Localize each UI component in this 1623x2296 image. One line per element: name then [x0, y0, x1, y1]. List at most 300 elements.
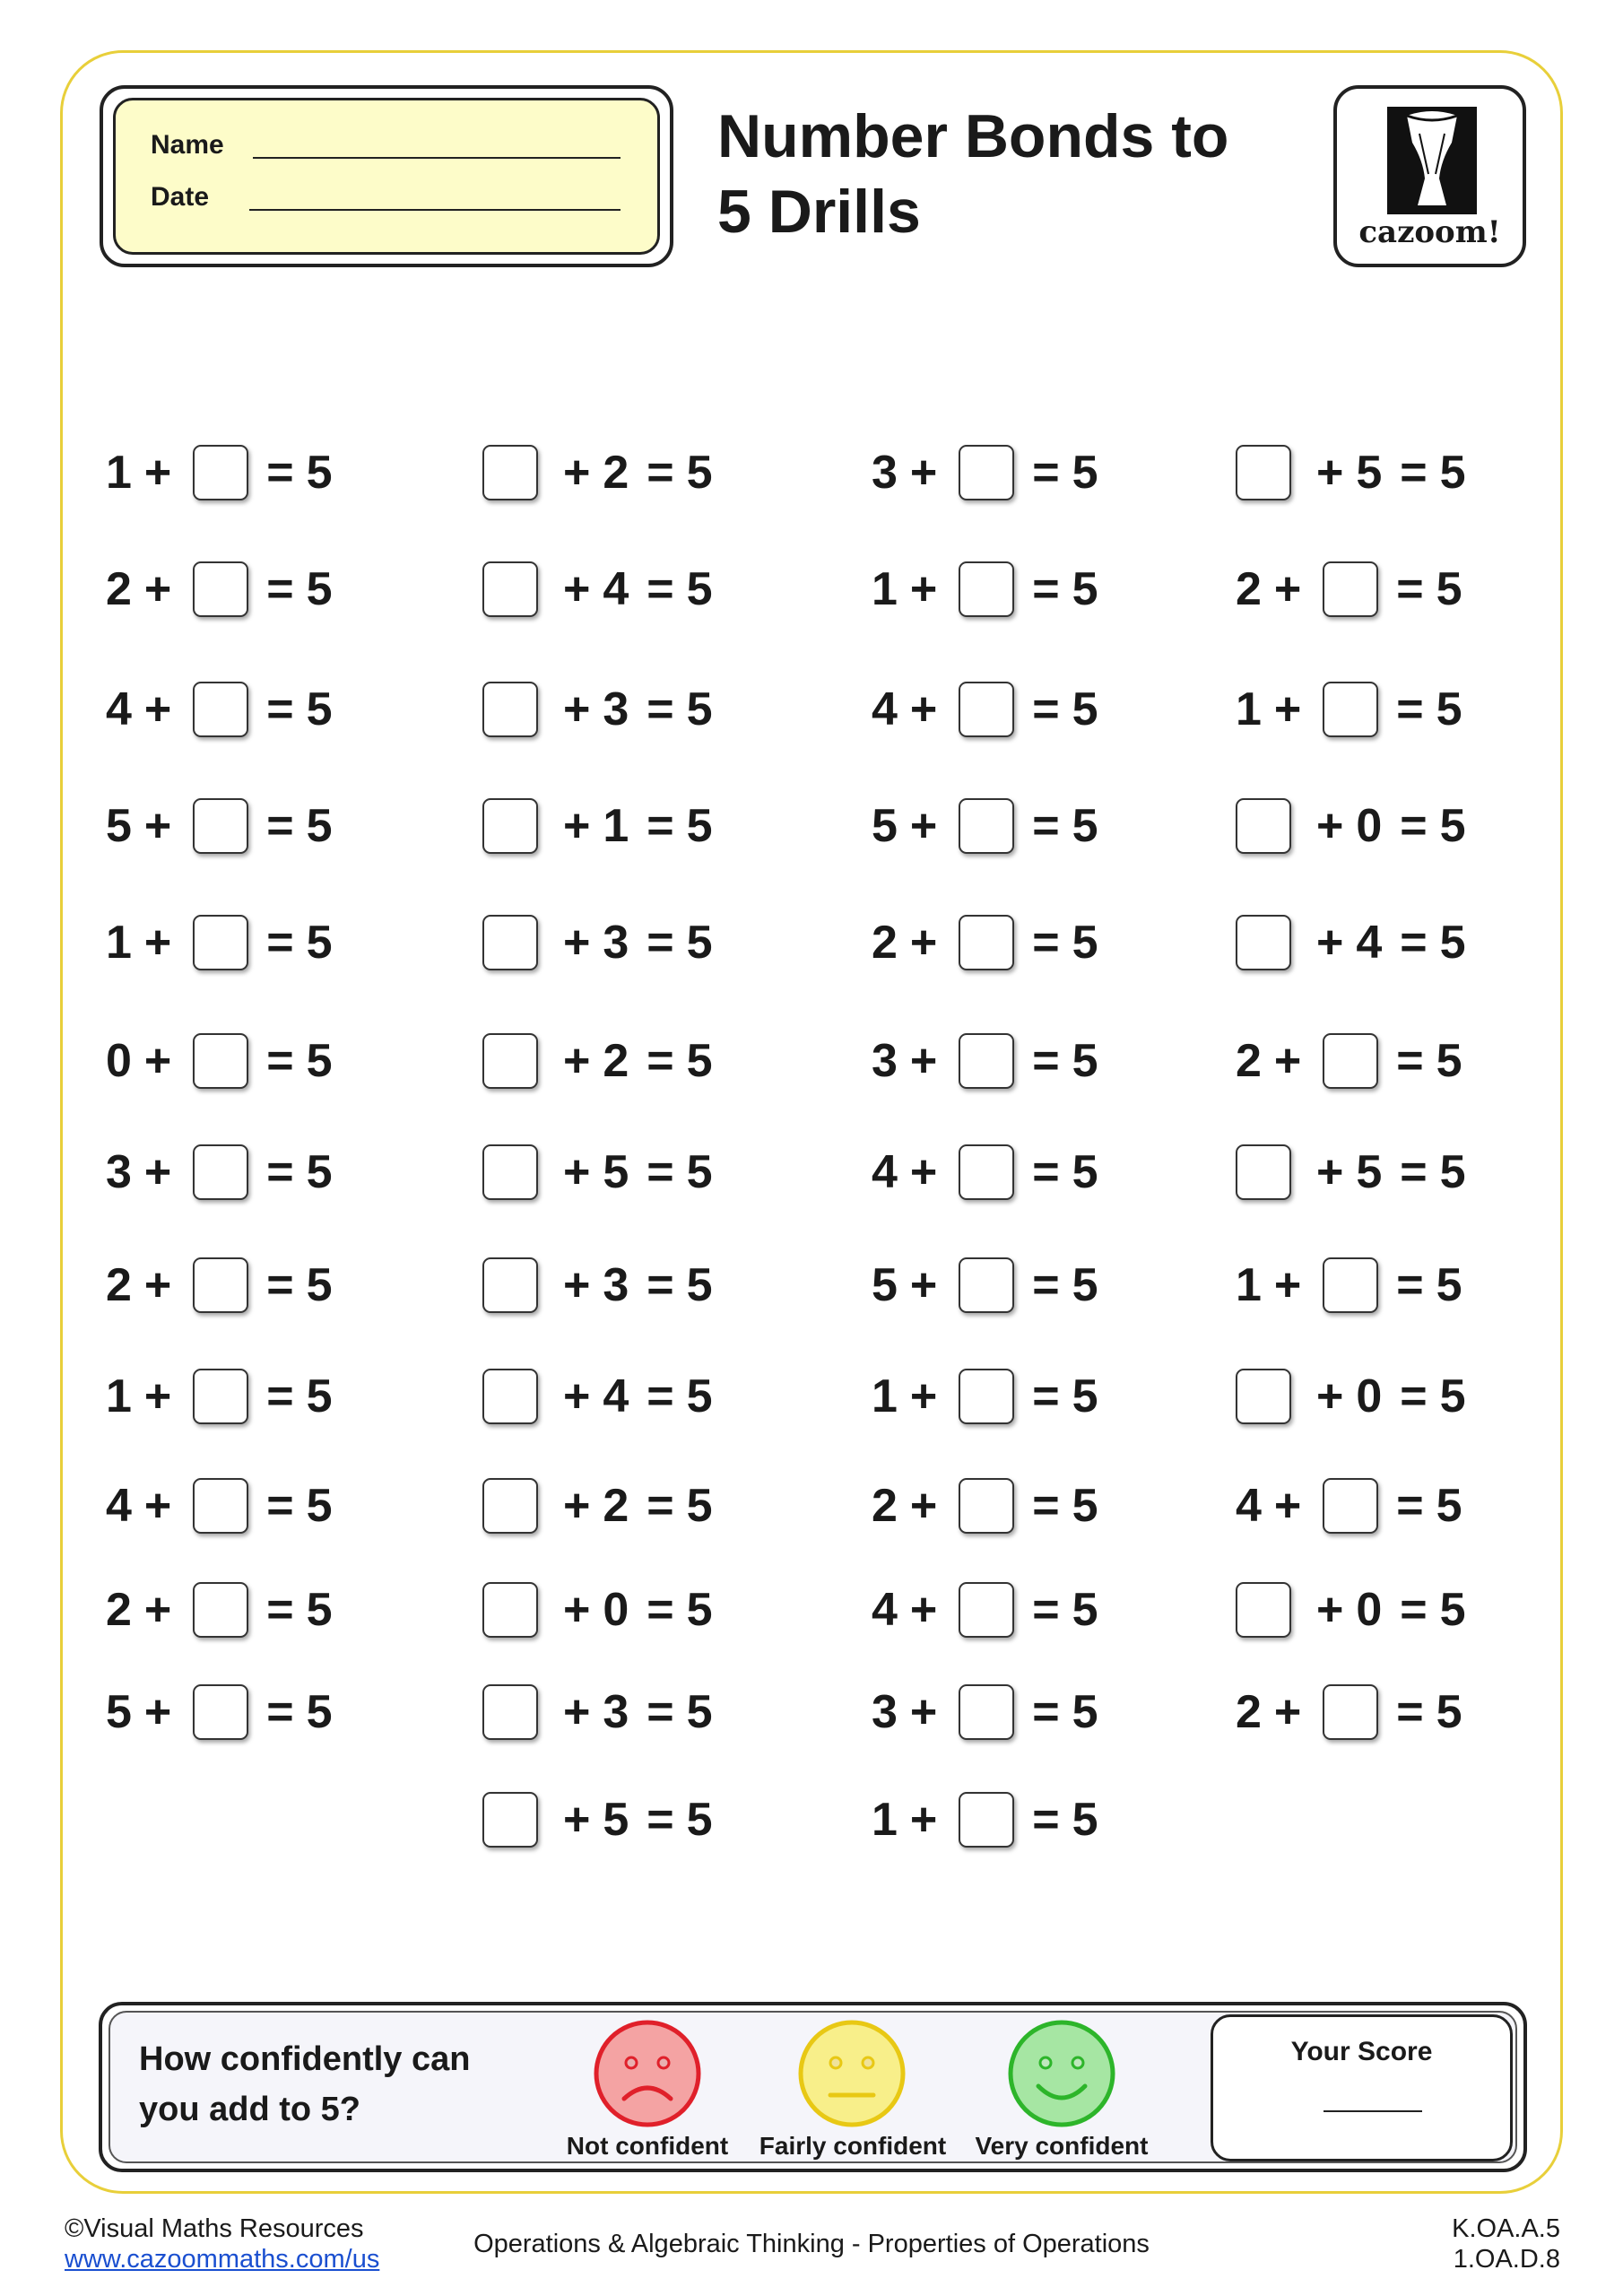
answer-box[interactable]	[959, 1257, 1014, 1313]
result-number: 5	[1072, 563, 1098, 615]
answer-box[interactable]	[482, 1684, 538, 1740]
result-number: 5	[686, 917, 713, 969]
result-number: 5	[686, 1480, 713, 1532]
result-number: 5	[1072, 1584, 1098, 1636]
problem-row	[106, 911, 333, 974]
problem-row	[872, 678, 1098, 741]
problem-row	[482, 911, 713, 974]
problem-row	[1236, 678, 1462, 741]
answer-box[interactable]	[1323, 1257, 1378, 1313]
problem-row	[1236, 911, 1466, 974]
result-number: 5	[1439, 447, 1466, 499]
website-link[interactable]: www.cazoommaths.com/us	[65, 2245, 380, 2274]
plus-sign: +	[909, 1686, 938, 1738]
result-number: 5	[306, 683, 333, 735]
equals-sign: =	[1032, 1146, 1060, 1198]
result-number: 5	[1072, 447, 1098, 499]
answer-box[interactable]	[193, 915, 248, 970]
equals-sign: =	[266, 683, 294, 735]
standard-code-1: K.OA.A.5	[1452, 2214, 1560, 2243]
equals-sign: =	[647, 800, 674, 852]
equals-sign: =	[266, 1480, 294, 1532]
neutral-face-icon[interactable]	[796, 2018, 907, 2129]
answer-box[interactable]	[482, 682, 538, 737]
addend-number: 4	[872, 1584, 898, 1636]
djembe-drum-icon	[1387, 107, 1477, 214]
answer-box[interactable]	[1236, 1144, 1291, 1200]
result-number: 5	[306, 1480, 333, 1532]
equals-sign: =	[266, 1259, 294, 1311]
problem-row	[872, 558, 1098, 621]
answer-box[interactable]	[193, 1684, 248, 1740]
result-number: 5	[306, 1584, 333, 1636]
equals-sign: =	[1400, 917, 1428, 969]
addend-number: 2	[106, 1259, 132, 1311]
addend-number: 5	[106, 800, 132, 852]
equals-sign: =	[647, 683, 674, 735]
answer-box[interactable]	[482, 915, 538, 970]
problem-row	[872, 1681, 1098, 1744]
problem-row	[872, 1365, 1098, 1428]
plus-sign: +	[563, 1686, 591, 1738]
addend-number: 3	[603, 1259, 629, 1311]
addend-number: 2	[106, 563, 132, 615]
equals-sign: =	[1400, 1370, 1428, 1422]
equals-sign: =	[1032, 1584, 1060, 1636]
answer-box[interactable]	[1323, 1684, 1378, 1740]
equals-sign: =	[1032, 917, 1060, 969]
title-line-2: 5 Drills	[717, 178, 921, 246]
addend-number: 1	[872, 1370, 898, 1422]
plus-sign: +	[1316, 1584, 1344, 1636]
answer-box[interactable]	[959, 1582, 1014, 1638]
problem-row	[106, 1030, 333, 1092]
result-number: 5	[1072, 917, 1098, 969]
addend-number: 1	[106, 447, 132, 499]
equals-sign: =	[1396, 683, 1424, 735]
addend-number: 3	[603, 683, 629, 735]
standard-code-2: 1.OA.D.8	[1453, 2245, 1560, 2274]
result-number: 5	[686, 563, 713, 615]
equals-sign: =	[1032, 800, 1060, 852]
result-number: 5	[1072, 800, 1098, 852]
plus-sign: +	[143, 1035, 172, 1087]
result-number: 5	[306, 1686, 333, 1738]
answer-box[interactable]	[1323, 561, 1378, 617]
plus-sign: +	[563, 917, 591, 969]
equals-sign: =	[266, 1370, 294, 1422]
addend-number: 5	[603, 1146, 629, 1198]
plus-sign: +	[909, 1584, 938, 1636]
result-number: 5	[1072, 1370, 1098, 1422]
answer-box[interactable]	[959, 1144, 1014, 1200]
plus-sign: +	[909, 1480, 938, 1532]
plus-sign: +	[563, 1259, 591, 1311]
equals-sign: =	[1400, 447, 1428, 499]
plus-sign: +	[909, 1146, 938, 1198]
equals-sign: =	[647, 447, 674, 499]
confidence-question-line-2: you add to 5?	[139, 2091, 360, 2128]
result-number: 5	[686, 447, 713, 499]
plus-sign: +	[563, 1794, 591, 1846]
equals-sign: =	[266, 1686, 294, 1738]
plus-sign: +	[909, 1370, 938, 1422]
footer-standards	[1452, 2213, 1560, 2274]
problem-row	[872, 441, 1098, 504]
problem-row	[106, 1578, 333, 1641]
problem-row	[106, 1254, 333, 1317]
addend-number: 4	[603, 563, 629, 615]
answer-box[interactable]	[482, 445, 538, 500]
result-number: 5	[306, 1370, 333, 1422]
result-number: 5	[306, 447, 333, 499]
addend-number: 3	[872, 1035, 898, 1087]
addend-number: 2	[106, 1584, 132, 1636]
confidence-question-line-1: How confidently can	[139, 2040, 471, 2078]
equals-sign: =	[1400, 800, 1428, 852]
equals-sign: =	[1400, 1584, 1428, 1636]
answer-box[interactable]	[482, 1478, 538, 1534]
plus-sign: +	[1273, 563, 1302, 615]
equals-sign: =	[266, 1584, 294, 1636]
happy-face-icon[interactable]	[1006, 2018, 1117, 2129]
addend-number: 5	[603, 1794, 629, 1846]
answer-box[interactable]	[193, 1257, 248, 1313]
answer-box[interactable]	[193, 798, 248, 854]
addend-number: 4	[872, 683, 898, 735]
name-field[interactable]	[253, 157, 621, 159]
equals-sign: =	[647, 1480, 674, 1532]
equals-sign: =	[1396, 1259, 1424, 1311]
addend-number: 5	[106, 1686, 132, 1738]
plus-sign: +	[563, 1480, 591, 1532]
plus-sign: +	[143, 1370, 172, 1422]
plus-sign: +	[143, 1259, 172, 1311]
equals-sign: =	[647, 563, 674, 615]
answer-box[interactable]	[193, 682, 248, 737]
answer-box[interactable]	[1236, 798, 1291, 854]
plus-sign: +	[563, 1146, 591, 1198]
result-number: 5	[1436, 1686, 1462, 1738]
addend-number: 1	[872, 1794, 898, 1846]
result-number: 5	[306, 800, 333, 852]
addend-number: 4	[106, 1480, 132, 1532]
answer-box[interactable]	[1323, 682, 1378, 737]
plus-sign: +	[1273, 1035, 1302, 1087]
date-field[interactable]	[249, 209, 621, 211]
equals-sign: =	[647, 1259, 674, 1311]
answer-box[interactable]	[959, 561, 1014, 617]
plus-sign: +	[143, 800, 172, 852]
plus-sign: +	[563, 1035, 591, 1087]
answer-box[interactable]	[959, 1033, 1014, 1089]
plus-sign: +	[143, 683, 172, 735]
result-number: 5	[1072, 1146, 1098, 1198]
plus-sign: +	[1316, 800, 1344, 852]
result-number: 5	[1436, 1480, 1462, 1532]
equals-sign: =	[1400, 1146, 1428, 1198]
problem-row	[106, 678, 333, 741]
answer-box[interactable]	[482, 1144, 538, 1200]
problem-row	[482, 1788, 713, 1851]
plus-sign: +	[563, 683, 591, 735]
addend-number: 2	[872, 917, 898, 969]
addend-number: 0	[1356, 1370, 1383, 1422]
problem-row	[872, 1030, 1098, 1092]
plus-sign: +	[563, 1370, 591, 1422]
answer-box[interactable]	[193, 1369, 248, 1424]
problem-row	[482, 441, 713, 504]
problem-row	[482, 1365, 713, 1428]
answer-box[interactable]	[959, 798, 1014, 854]
answer-box[interactable]	[193, 561, 248, 617]
result-number: 5	[686, 1686, 713, 1738]
addend-number: 1	[1236, 1259, 1262, 1311]
answer-box[interactable]	[1323, 1033, 1378, 1089]
problem-row	[1236, 795, 1466, 857]
equals-sign: =	[1032, 1259, 1060, 1311]
problem-row	[872, 795, 1098, 857]
logo-text: cazoom!	[1358, 214, 1501, 250]
plus-sign: +	[1316, 1370, 1344, 1422]
equals-sign: =	[1032, 1370, 1060, 1422]
result-number: 5	[1436, 683, 1462, 735]
problem-row	[106, 1365, 333, 1428]
problem-row	[1236, 1254, 1462, 1317]
result-number: 5	[306, 1259, 333, 1311]
plus-sign: +	[909, 800, 938, 852]
plus-sign: +	[909, 447, 938, 499]
result-number: 5	[686, 683, 713, 735]
result-number: 5	[306, 1146, 333, 1198]
answer-box[interactable]	[193, 1582, 248, 1638]
problem-row	[1236, 1030, 1462, 1092]
result-number: 5	[306, 917, 333, 969]
result-number: 5	[1439, 1370, 1466, 1422]
problem-row	[1236, 1365, 1466, 1428]
confidence-question	[139, 2034, 534, 2135]
plus-sign: +	[1273, 1480, 1302, 1532]
answer-box[interactable]	[959, 682, 1014, 737]
problem-row	[1236, 1474, 1462, 1537]
addend-number: 5	[1356, 1146, 1383, 1198]
result-number: 5	[686, 1370, 713, 1422]
equals-sign: =	[1032, 683, 1060, 735]
plus-sign: +	[143, 1146, 172, 1198]
equals-sign: =	[647, 1035, 674, 1087]
plus-sign: +	[143, 563, 172, 615]
equals-sign: =	[1032, 563, 1060, 615]
result-number: 5	[1439, 800, 1466, 852]
addend-number: 4	[872, 1146, 898, 1198]
problem-row	[1236, 1141, 1466, 1204]
name-date-box-inner	[113, 98, 660, 255]
addend-number: 0	[1356, 1584, 1383, 1636]
answer-box[interactable]	[482, 1369, 538, 1424]
problem-row	[1236, 441, 1466, 504]
problem-row	[482, 1254, 713, 1317]
addend-number: 1	[106, 917, 132, 969]
problem-row	[106, 1141, 333, 1204]
answer-box[interactable]	[1236, 1369, 1291, 1424]
equals-sign: =	[1032, 447, 1060, 499]
equals-sign: =	[266, 800, 294, 852]
answer-box[interactable]	[193, 1478, 248, 1534]
answer-box[interactable]	[959, 445, 1014, 500]
sad-face-icon[interactable]	[592, 2018, 703, 2129]
plus-sign: +	[909, 917, 938, 969]
problem-row	[1236, 1681, 1462, 1744]
equals-sign: =	[1032, 1035, 1060, 1087]
answer-box[interactable]	[482, 1257, 538, 1313]
problem-row	[482, 1681, 713, 1744]
plus-sign: +	[143, 1480, 172, 1532]
addend-number: 1	[603, 800, 629, 852]
equals-sign: =	[266, 563, 294, 615]
equals-sign: =	[1396, 1686, 1424, 1738]
date-label: Date	[151, 182, 210, 212]
name-label: Name	[151, 130, 224, 160]
addend-number: 3	[603, 917, 629, 969]
equals-sign: =	[266, 1146, 294, 1198]
addend-number: 4	[603, 1370, 629, 1422]
problem-row	[482, 1578, 713, 1641]
problem-row	[872, 1788, 1098, 1851]
equals-sign: =	[647, 1146, 674, 1198]
answer-box[interactable]	[1236, 445, 1291, 500]
equals-sign: =	[647, 1686, 674, 1738]
plus-sign: +	[909, 1259, 938, 1311]
answer-box[interactable]	[193, 1144, 248, 1200]
very-confident-label: Very confident	[975, 2132, 1149, 2160]
problem-row	[872, 911, 1098, 974]
result-number: 5	[1072, 1035, 1098, 1087]
fairly-confident-label: Fairly confident	[759, 2132, 947, 2160]
plus-sign: +	[143, 447, 172, 499]
addend-number: 1	[872, 563, 898, 615]
addend-number: 3	[872, 1686, 898, 1738]
problem-row	[106, 795, 333, 857]
cazoom-logo	[1333, 85, 1526, 267]
topic-text: Operations & Algebraic Thinking - Properties of Operations	[473, 2230, 1150, 2258]
addend-number: 4	[1236, 1480, 1262, 1532]
answer-box[interactable]	[1236, 1582, 1291, 1638]
addend-number: 0	[603, 1584, 629, 1636]
answer-box[interactable]	[959, 1684, 1014, 1740]
plus-sign: +	[909, 1794, 938, 1846]
problem-row	[482, 678, 713, 741]
addend-number: 4	[1356, 917, 1383, 969]
result-number: 5	[1436, 563, 1462, 615]
answer-box[interactable]	[959, 1478, 1014, 1534]
score-title: Your Score	[1290, 2037, 1433, 2066]
plus-sign: +	[563, 563, 591, 615]
answer-box[interactable]	[482, 1582, 538, 1638]
addend-number: 5	[872, 1259, 898, 1311]
score-field[interactable]	[1324, 2110, 1422, 2112]
addend-number: 2	[1236, 1686, 1262, 1738]
equals-sign: =	[647, 917, 674, 969]
plus-sign: +	[909, 1035, 938, 1087]
answer-box[interactable]	[482, 798, 538, 854]
score-box	[1211, 2014, 1513, 2161]
result-number: 5	[1439, 1146, 1466, 1198]
answer-box[interactable]	[1236, 915, 1291, 970]
result-number: 5	[1072, 1259, 1098, 1311]
result-number: 5	[1439, 917, 1466, 969]
answer-box[interactable]	[482, 1033, 538, 1089]
equals-sign: =	[647, 1584, 674, 1636]
answer-box[interactable]	[1323, 1478, 1378, 1534]
equals-sign: =	[1396, 1480, 1424, 1532]
result-number: 5	[1436, 1259, 1462, 1311]
problem-row	[872, 1141, 1098, 1204]
addend-number: 3	[603, 1686, 629, 1738]
answer-box[interactable]	[959, 915, 1014, 970]
result-number: 5	[1439, 1584, 1466, 1636]
problem-row	[106, 1681, 333, 1744]
problem-row	[482, 795, 713, 857]
plus-sign: +	[909, 683, 938, 735]
plus-sign: +	[563, 447, 591, 499]
page-frame	[60, 50, 1563, 2194]
equals-sign: =	[647, 1794, 674, 1846]
addend-number: 2	[872, 1480, 898, 1532]
copyright-text: ©Visual Maths Resources	[65, 2214, 364, 2243]
addend-number: 5	[872, 800, 898, 852]
plus-sign: +	[909, 563, 938, 615]
problem-row	[872, 1578, 1098, 1641]
result-number: 5	[1072, 1686, 1098, 1738]
answer-box[interactable]	[482, 561, 538, 617]
answer-box[interactable]	[193, 445, 248, 500]
result-number: 5	[1072, 1480, 1098, 1532]
problem-row	[1236, 1578, 1466, 1641]
addend-number: 5	[1356, 447, 1383, 499]
problem-row	[872, 1254, 1098, 1317]
plus-sign: +	[1316, 1146, 1344, 1198]
addend-number: 2	[1236, 563, 1262, 615]
answer-box[interactable]	[193, 1033, 248, 1089]
addend-number: 3	[106, 1146, 132, 1198]
problem-row	[872, 1474, 1098, 1537]
equals-sign: =	[1032, 1480, 1060, 1532]
answer-box[interactable]	[959, 1369, 1014, 1424]
addend-number: 0	[106, 1035, 132, 1087]
addend-number: 4	[106, 683, 132, 735]
equals-sign: =	[266, 1035, 294, 1087]
problem-row	[482, 558, 713, 621]
plus-sign: +	[143, 1584, 172, 1636]
result-number: 5	[1436, 1035, 1462, 1087]
plus-sign: +	[1273, 1259, 1302, 1311]
plus-sign: +	[143, 1686, 172, 1738]
result-number: 5	[306, 1035, 333, 1087]
equals-sign: =	[647, 1370, 674, 1422]
equals-sign: =	[1032, 1686, 1060, 1738]
problem-row	[482, 1030, 713, 1092]
addend-number: 1	[1236, 683, 1262, 735]
equals-sign: =	[266, 447, 294, 499]
addend-number: 2	[603, 1480, 629, 1532]
result-number: 5	[686, 1146, 713, 1198]
addend-number: 0	[1356, 800, 1383, 852]
answer-box[interactable]	[482, 1792, 538, 1848]
problem-row	[482, 1141, 713, 1204]
problem-row	[482, 1474, 713, 1537]
answer-box[interactable]	[959, 1792, 1014, 1848]
problem-row	[106, 1474, 333, 1537]
